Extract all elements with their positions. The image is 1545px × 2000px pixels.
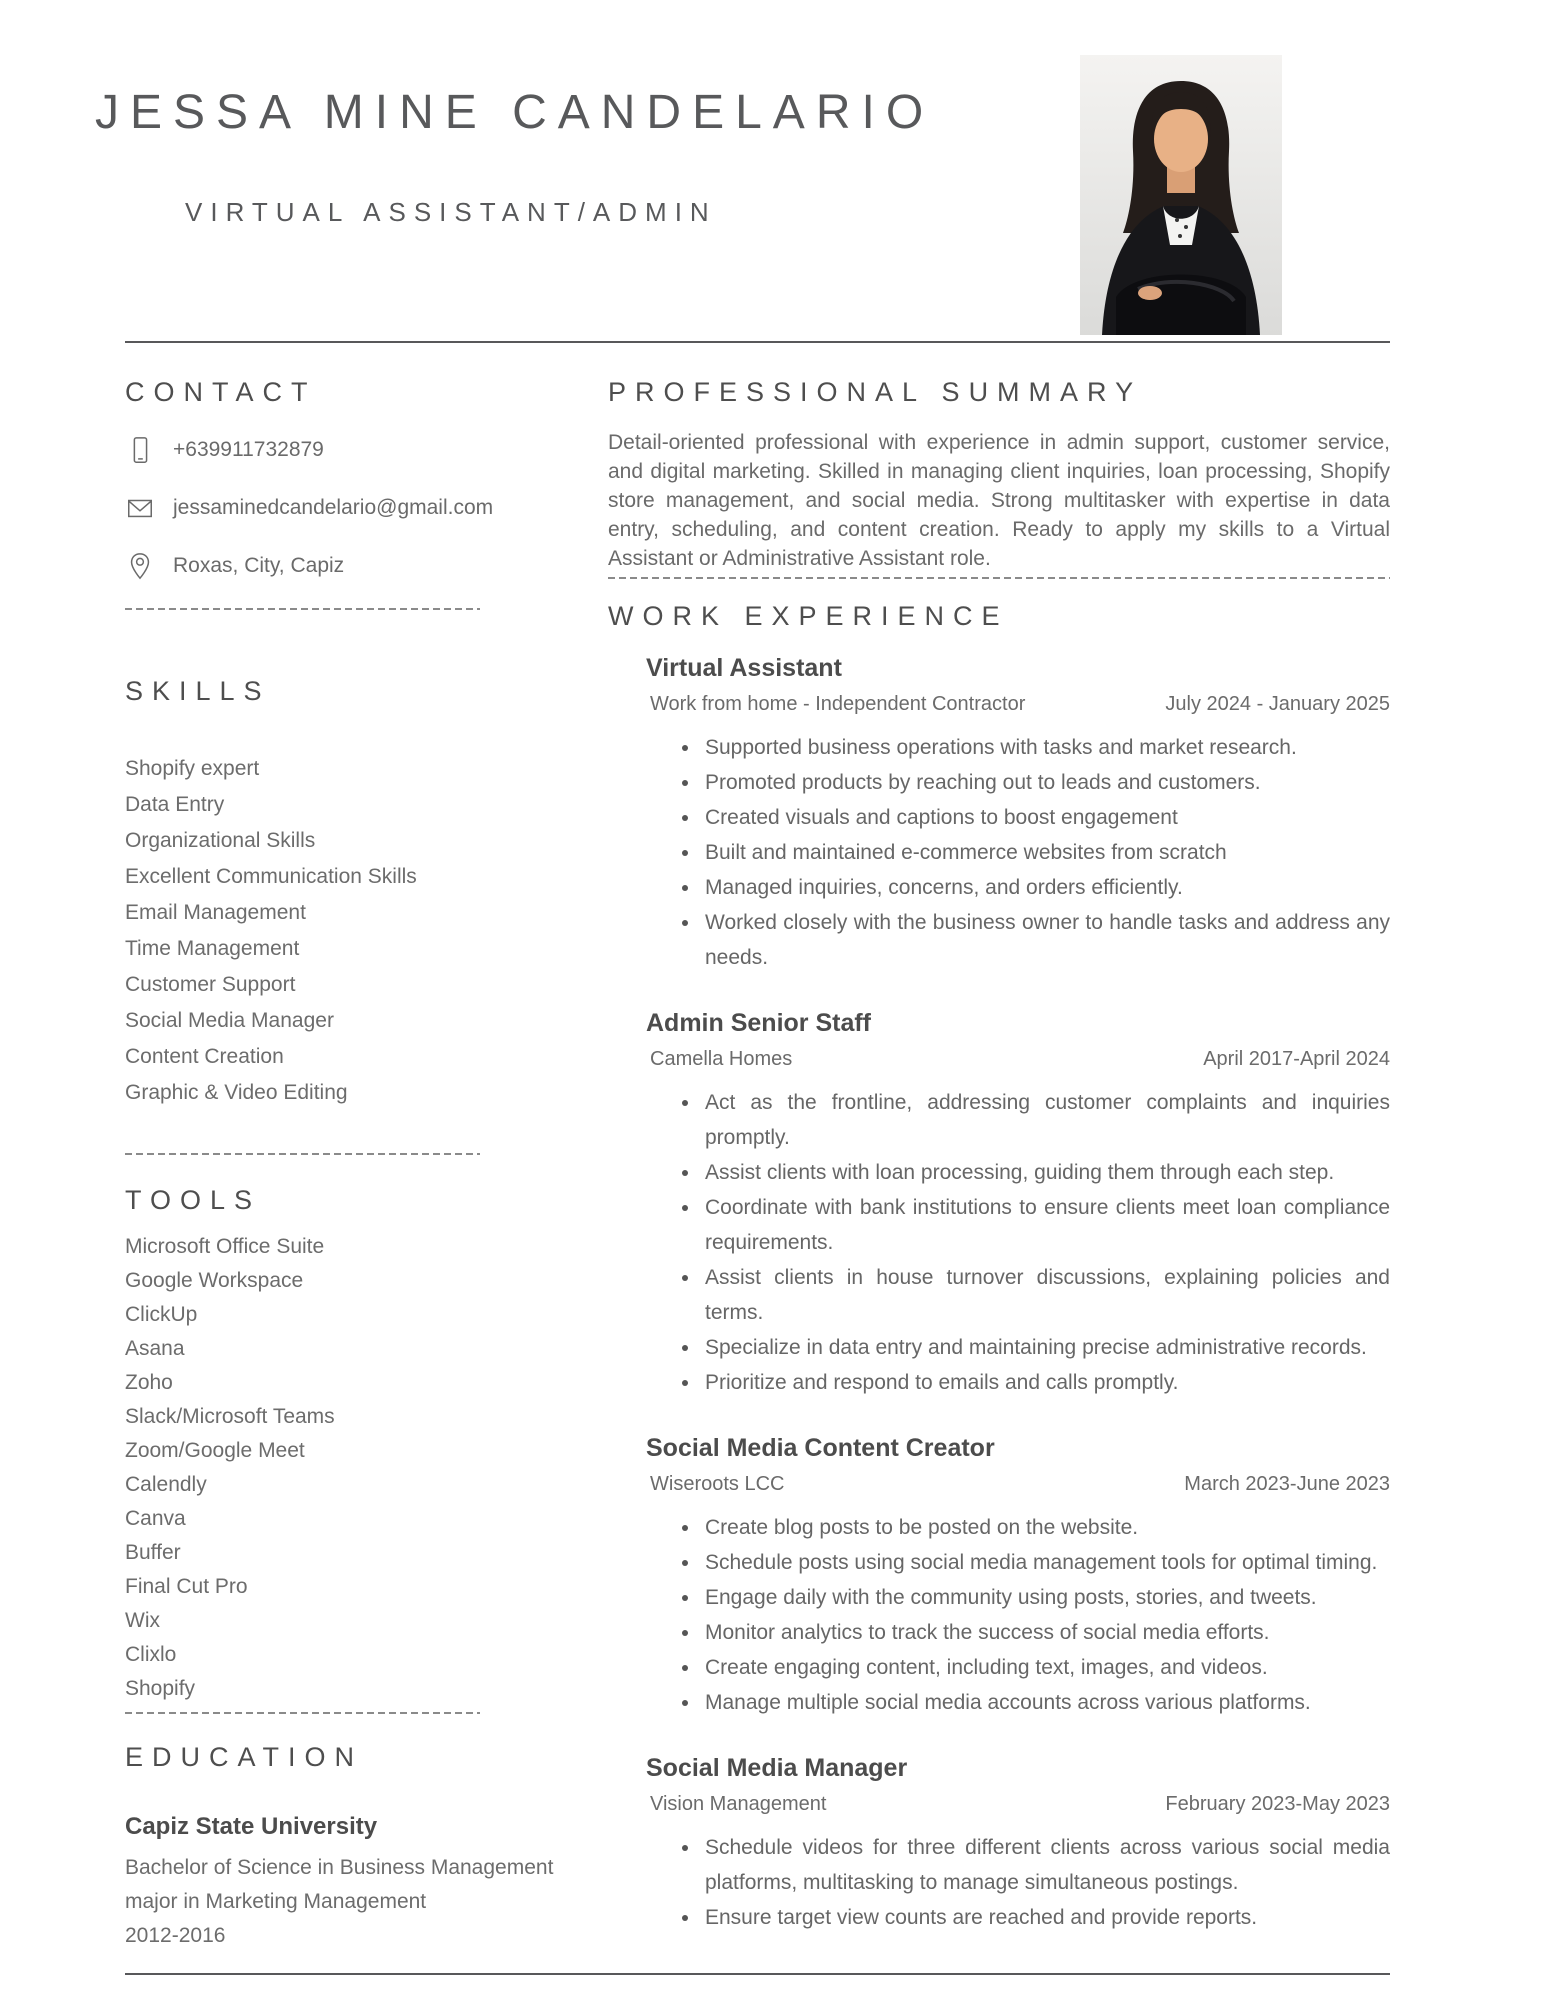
tool-item: Zoho bbox=[125, 1371, 173, 1394]
profile-photo bbox=[1080, 55, 1282, 335]
contact-list bbox=[125, 434, 494, 582]
job-bullet: • Coordinate with bank institutions to ensure clients meet loan compliance requirements. bbox=[701, 1190, 1390, 1260]
skills-heading: SKILLS bbox=[125, 676, 271, 706]
divider-dashed bbox=[608, 577, 1390, 579]
phone-value: +639911732879 bbox=[173, 438, 324, 461]
main-content bbox=[125, 343, 1390, 1953]
job-bullets bbox=[646, 1510, 1390, 1720]
skills-list bbox=[125, 751, 480, 1111]
job-entry bbox=[646, 1009, 1390, 1400]
job-bullet: • Manage multiple social media accounts across various platforms. bbox=[701, 1685, 1390, 1720]
job-bullets bbox=[646, 1830, 1390, 1935]
job-bullet: • Created visuals and captions to boost engagement bbox=[701, 800, 1390, 835]
job-entry bbox=[646, 654, 1390, 975]
right-column bbox=[608, 343, 1390, 1953]
skill-item: Customer Support bbox=[125, 973, 296, 996]
divider-dashed bbox=[125, 1153, 480, 1155]
tools-list bbox=[125, 1230, 480, 1706]
footer-rule bbox=[125, 1973, 1390, 1975]
divider-dashed bbox=[125, 1712, 480, 1714]
skill-item: Time Management bbox=[125, 937, 300, 960]
education-school: Capiz State University bbox=[125, 1813, 378, 1840]
tool-item: Microsoft Office Suite bbox=[125, 1235, 325, 1258]
job-bullet: • Built and maintained e-commerce websites from scratch bbox=[701, 835, 1390, 870]
skill-item: Social Media Manager bbox=[125, 1009, 334, 1032]
education-degree-line2: major in Marketing Management bbox=[125, 1890, 427, 1913]
experience-heading: WORK EXPERIENCE bbox=[608, 601, 1009, 631]
job-meta bbox=[646, 1048, 1390, 1071]
person-name: JESSA MINE CANDELARIO bbox=[95, 86, 935, 139]
job-dates: July 2024 - January 2025 bbox=[1165, 693, 1390, 715]
job-entry bbox=[646, 1434, 1390, 1720]
job-meta bbox=[646, 1473, 1390, 1496]
location-icon bbox=[125, 550, 155, 582]
education-degree bbox=[125, 1851, 554, 1953]
job-company: Vision Management bbox=[650, 1793, 827, 1815]
tool-item: Wix bbox=[125, 1609, 160, 1632]
skill-item: Content Creation bbox=[125, 1045, 284, 1068]
experience-jobs bbox=[608, 654, 1390, 1935]
divider-dashed bbox=[125, 608, 480, 610]
job-bullet: • Create engaging content, including text, images, and videos. bbox=[701, 1650, 1390, 1685]
job-bullet: • Supported business operations with tasks and market research. bbox=[701, 730, 1390, 765]
skill-item: Data Entry bbox=[125, 793, 225, 816]
job-title: Social Media Manager bbox=[646, 1754, 908, 1782]
tools-heading: TOOLS bbox=[125, 1185, 262, 1215]
job-meta bbox=[646, 693, 1390, 716]
skill-item: Excellent Communication Skills bbox=[125, 865, 417, 888]
job-bullet: • Engage daily with the community using posts, stories, and tweets. bbox=[701, 1580, 1390, 1615]
job-dates: April 2017-April 2024 bbox=[1203, 1048, 1390, 1070]
summary-text: Detail-oriented professional with experience in admin support, customer service, and digital marketing. Skilled in managing client inquiries, loan processing, Shopify store management, and social media. Strong multitasker with expertise in data entry, scheduling, and content creation. Ready to apply my skills to a Virtual Assistant or Administrative Assistant role. bbox=[608, 431, 1390, 570]
summary-heading: PROFESSIONAL SUMMARY bbox=[608, 377, 1143, 407]
job-title: Social Media Content Creator bbox=[646, 1434, 995, 1462]
job-title: Virtual Assistant bbox=[646, 654, 842, 682]
job-title: Admin Senior Staff bbox=[646, 1009, 872, 1037]
person-title: VIRTUAL ASSISTANT/ADMIN bbox=[185, 197, 717, 227]
job-entry bbox=[646, 1754, 1390, 1935]
tool-item: Canva bbox=[125, 1507, 186, 1530]
job-bullets bbox=[646, 730, 1390, 975]
email-value: jessaminedcandelario@gmail.com bbox=[173, 496, 494, 519]
job-bullet: • Ensure target view counts are reached and provide reports. bbox=[701, 1900, 1390, 1935]
left-column bbox=[125, 343, 554, 1953]
tool-item: Buffer bbox=[125, 1541, 181, 1564]
job-bullet: • Schedule videos for three different clients across various social media platforms, multitasking to manage simultaneous postings. bbox=[701, 1830, 1390, 1900]
job-bullets bbox=[646, 1085, 1390, 1400]
job-company: Camella Homes bbox=[650, 1048, 793, 1070]
location-value: Roxas, City, Capiz bbox=[173, 554, 345, 577]
job-bullet: • Prioritize and respond to emails and calls promptly. bbox=[701, 1365, 1390, 1400]
job-company: Work from home - Independent Contractor bbox=[650, 693, 1026, 715]
job-bullet: • Act as the frontline, addressing customer complaints and inquiries promptly. bbox=[701, 1085, 1390, 1155]
job-dates: March 2023-June 2023 bbox=[1184, 1473, 1390, 1495]
job-meta bbox=[646, 1793, 1390, 1816]
education-years: 2012-2016 bbox=[125, 1924, 226, 1947]
job-bullet: • Create blog posts to be posted on the website. bbox=[701, 1510, 1390, 1545]
job-dates: February 2023-May 2023 bbox=[1165, 1793, 1390, 1815]
job-bullet: • Promoted products by reaching out to leads and customers. bbox=[701, 765, 1390, 800]
job-bullet: • Managed inquiries, concerns, and orders efficiently. bbox=[701, 870, 1390, 905]
skill-item: Graphic & Video Editing bbox=[125, 1081, 348, 1104]
skill-item: Shopify expert bbox=[125, 757, 260, 780]
job-bullet: • Monitor analytics to track the success of social media efforts. bbox=[701, 1615, 1390, 1650]
tool-item: ClickUp bbox=[125, 1303, 198, 1326]
portrait-illustration bbox=[1080, 55, 1282, 335]
tool-item: Calendly bbox=[125, 1473, 207, 1496]
job-company: Wiseroots LCC bbox=[650, 1473, 785, 1495]
skill-item: Organizational Skills bbox=[125, 829, 316, 852]
job-bullet: • Worked closely with the business owner to handle tasks and address any needs. bbox=[701, 905, 1390, 975]
phone-icon bbox=[125, 434, 155, 466]
tool-item: Zoom/Google Meet bbox=[125, 1439, 305, 1462]
tool-item: Asana bbox=[125, 1337, 185, 1360]
tool-item: Slack/Microsoft Teams bbox=[125, 1405, 335, 1428]
contact-location-row bbox=[125, 550, 480, 582]
header bbox=[95, 0, 1390, 343]
email-icon bbox=[125, 492, 155, 524]
job-bullet: • Assist clients in house turnover discussions, explaining policies and terms. bbox=[701, 1260, 1390, 1330]
tool-item: Google Workspace bbox=[125, 1269, 304, 1292]
job-bullet: • Schedule posts using social media management tools for optimal timing. bbox=[701, 1545, 1390, 1580]
skill-item: Email Management bbox=[125, 901, 306, 924]
tool-item: Final Cut Pro bbox=[125, 1575, 248, 1598]
contact-email-row bbox=[125, 492, 494, 524]
contact-heading: CONTACT bbox=[125, 377, 317, 407]
tool-item: Clixlo bbox=[125, 1643, 177, 1666]
education-heading: EDUCATION bbox=[125, 1742, 364, 1772]
job-bullet: • Specialize in data entry and maintaining precise administrative records. bbox=[701, 1330, 1390, 1365]
contact-phone-row bbox=[125, 434, 480, 466]
education-degree-line1: Bachelor of Science in Business Management bbox=[125, 1856, 554, 1879]
job-bullet: • Assist clients with loan processing, guiding them through each step. bbox=[701, 1155, 1390, 1190]
tool-item: Shopify bbox=[125, 1677, 196, 1700]
